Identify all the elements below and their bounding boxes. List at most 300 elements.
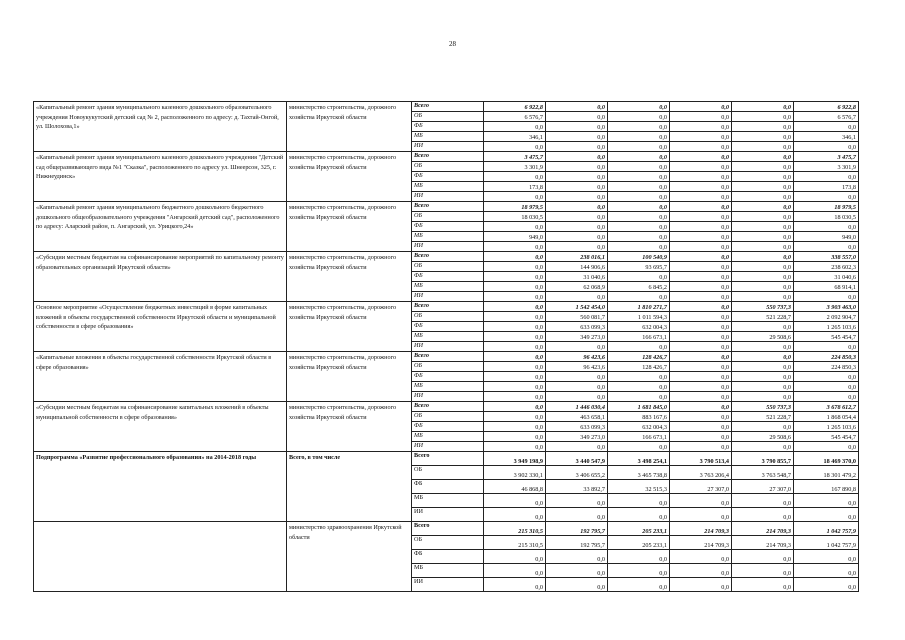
amount-cell: 346,1 xyxy=(794,132,859,142)
amount-cell: 6 845,2 xyxy=(608,282,670,292)
funding-source-cell: МБ xyxy=(412,494,484,508)
program-name-cell: «Субсидии местным бюджетам на софинансирование капитальных вложений в объекты муниципальной собственности в сфере образования» xyxy=(34,402,287,452)
amount-cell: 6 576,7 xyxy=(484,112,546,122)
amount-cell: 0,0 xyxy=(484,262,546,272)
table-body xyxy=(34,102,859,592)
funding-source-cell: ИИ xyxy=(412,292,484,302)
amount-cell: 0,0 xyxy=(608,182,670,192)
responsible-cell: министерство строительства, дорожного хозяйства Иркутской области xyxy=(287,102,412,152)
amount-cell: 949,0 xyxy=(484,232,546,242)
amount-cell: 0,0 xyxy=(732,212,794,222)
amount-cell: 0,0 xyxy=(670,122,732,132)
amount-cell: 0,0 xyxy=(546,102,608,112)
amount-cell: 0,0 xyxy=(546,550,608,564)
amount-cell: 0,0 xyxy=(732,442,794,452)
amount-cell: 632 004,3 xyxy=(608,422,670,432)
responsible-cell: министерство здравоохранения Иркутской области xyxy=(287,522,412,592)
funding-source-cell: МБ xyxy=(412,432,484,442)
amount-cell: 0,0 xyxy=(546,112,608,122)
amount-cell: 3 903 463,0 xyxy=(794,302,859,312)
funding-source-cell: ИИ xyxy=(412,392,484,402)
amount-cell: 0,0 xyxy=(484,352,546,362)
program-name-cell: «Капитальные вложения в объекты государственной собственности Иркутской области в сфере образования» xyxy=(34,352,287,402)
amount-cell: 0,0 xyxy=(670,182,732,192)
funding-source-cell: ФБ xyxy=(412,222,484,232)
amount-cell: 144 906,6 xyxy=(546,262,608,272)
amount-cell: 0,0 xyxy=(546,202,608,212)
amount-cell: 0,0 xyxy=(732,152,794,162)
amount-cell: 560 081,7 xyxy=(546,312,608,322)
amount-cell: 238 602,3 xyxy=(794,262,859,272)
amount-cell: 0,0 xyxy=(794,242,859,252)
funding-source-cell: Всего xyxy=(412,402,484,412)
amount-cell: 3 763 548,7 xyxy=(732,466,794,480)
amount-cell: 166 673,1 xyxy=(608,332,670,342)
amount-cell: 0,0 xyxy=(670,292,732,302)
amount-cell: 205 233,1 xyxy=(608,536,670,550)
amount-cell: 0,0 xyxy=(546,508,608,522)
amount-cell: 550 737,3 xyxy=(732,402,794,412)
amount-cell: 0,0 xyxy=(484,122,546,132)
funding-source-cell: ОБ xyxy=(412,362,484,372)
funding-source-cell: ФБ xyxy=(412,172,484,182)
amount-cell: 0,0 xyxy=(608,292,670,302)
amount-cell: 0,0 xyxy=(670,442,732,452)
amount-cell: 0,0 xyxy=(546,222,608,232)
funding-source-cell: МБ xyxy=(412,382,484,392)
amount-cell: 0,0 xyxy=(732,102,794,112)
amount-cell: 31 040,6 xyxy=(794,272,859,282)
responsible-cell: министерство строительства, дорожного хозяйства Иркутской области xyxy=(287,202,412,252)
amount-cell: 545 454,7 xyxy=(794,332,859,342)
amount-cell: 0,0 xyxy=(546,242,608,252)
amount-cell: 18 979,5 xyxy=(484,202,546,212)
amount-cell: 0,0 xyxy=(608,508,670,522)
amount-cell: 96 423,6 xyxy=(546,362,608,372)
amount-cell: 0,0 xyxy=(608,564,670,578)
amount-cell: 0,0 xyxy=(608,578,670,592)
funding-source-cell: МБ xyxy=(412,282,484,292)
amount-cell: 0,0 xyxy=(484,382,546,392)
funding-source-cell: Всего xyxy=(412,302,484,312)
amount-cell: 224 850,3 xyxy=(794,362,859,372)
amount-cell: 0,0 xyxy=(732,494,794,508)
amount-cell: 0,0 xyxy=(670,412,732,422)
amount-cell: 0,0 xyxy=(484,508,546,522)
amount-cell: 18 301 479,2 xyxy=(794,466,859,480)
amount-cell: 3 440 547,9 xyxy=(546,452,608,466)
amount-cell: 0,0 xyxy=(794,564,859,578)
amount-cell: 0,0 xyxy=(670,342,732,352)
amount-cell: 0,0 xyxy=(608,162,670,172)
amount-cell: 0,0 xyxy=(670,192,732,202)
amount-cell: 215 310,5 xyxy=(484,522,546,536)
funding-source-cell: ФБ xyxy=(412,480,484,494)
amount-cell: 0,0 xyxy=(484,192,546,202)
amount-cell: 633 099,3 xyxy=(546,422,608,432)
amount-cell: 0,0 xyxy=(670,152,732,162)
amount-cell: 0,0 xyxy=(732,508,794,522)
table-row xyxy=(34,152,859,162)
amount-cell: 0,0 xyxy=(484,432,546,442)
table-row xyxy=(34,522,859,536)
amount-cell: 0,0 xyxy=(732,222,794,232)
amount-cell: 3 406 655,2 xyxy=(546,466,608,480)
amount-cell: 0,0 xyxy=(732,322,794,332)
amount-cell: 0,0 xyxy=(732,372,794,382)
amount-cell: 0,0 xyxy=(546,292,608,302)
amount-cell: 3 498 254,1 xyxy=(608,452,670,466)
amount-cell: 0,0 xyxy=(794,578,859,592)
amount-cell: 0,0 xyxy=(670,262,732,272)
amount-cell: 0,0 xyxy=(546,442,608,452)
amount-cell: 0,0 xyxy=(732,252,794,262)
amount-cell: 349 273,0 xyxy=(546,432,608,442)
funding-source-cell: Всего xyxy=(412,352,484,362)
funding-source-cell: ИИ xyxy=(412,192,484,202)
funding-source-cell: ОБ xyxy=(412,112,484,122)
table-row xyxy=(34,452,859,466)
amount-cell: 0,0 xyxy=(546,152,608,162)
amount-cell: 0,0 xyxy=(546,192,608,202)
amount-cell: 0,0 xyxy=(484,578,546,592)
amount-cell: 0,0 xyxy=(732,292,794,302)
amount-cell: 0,0 xyxy=(484,242,546,252)
amount-cell: 338 557,0 xyxy=(794,252,859,262)
amount-cell: 0,0 xyxy=(732,392,794,402)
amount-cell: 0,0 xyxy=(608,392,670,402)
amount-cell: 0,0 xyxy=(608,142,670,152)
amount-cell: 0,0 xyxy=(608,102,670,112)
funding-source-cell: ОБ xyxy=(412,162,484,172)
amount-cell: 0,0 xyxy=(732,162,794,172)
table-row xyxy=(34,252,859,262)
funding-source-cell: ФБ xyxy=(412,272,484,282)
amount-cell: 0,0 xyxy=(608,202,670,212)
amount-cell: 0,0 xyxy=(732,282,794,292)
amount-cell: 0,0 xyxy=(484,272,546,282)
amount-cell: 0,0 xyxy=(608,152,670,162)
program-name-cell: «Капитальный ремонт здания муниципального казенного дошкольного образовательного учреждения Новоукукутский детский сад № 2, расположенного по адресу: д. Тахтай-Онгой, ул. Шолохова,1» xyxy=(34,102,287,152)
funding-source-cell: ОБ xyxy=(412,536,484,550)
amount-cell: 167 890,8 xyxy=(794,480,859,494)
amount-cell: 0,0 xyxy=(670,252,732,262)
amount-cell: 0,0 xyxy=(794,142,859,152)
program-name-cell: «Капитальный ремонт здания муниципального казенного дошкольного учреждения "Детский сад общеразвивающего вида №1 "Сказка", расположенного по адресу ул. Шнеерсон, 325, г. Нижнеудинск» xyxy=(34,152,287,202)
amount-cell: 0,0 xyxy=(670,112,732,122)
amount-cell: 128 426,7 xyxy=(608,362,670,372)
amount-cell: 0,0 xyxy=(732,132,794,142)
amount-cell: 0,0 xyxy=(484,322,546,332)
amount-cell: 214 709,3 xyxy=(670,536,732,550)
amount-cell: 3 465 738,8 xyxy=(608,466,670,480)
amount-cell: 29 508,6 xyxy=(732,332,794,342)
amount-cell: 521 228,7 xyxy=(732,412,794,422)
funding-source-cell: МБ xyxy=(412,132,484,142)
amount-cell: 0,0 xyxy=(484,442,546,452)
amount-cell: 0,0 xyxy=(732,142,794,152)
amount-cell: 0,0 xyxy=(794,550,859,564)
amount-cell: 0,0 xyxy=(546,382,608,392)
amount-cell: 1 042 757,9 xyxy=(794,522,859,536)
amount-cell: 6 922,8 xyxy=(484,102,546,112)
amount-cell: 0,0 xyxy=(546,372,608,382)
amount-cell: 0,0 xyxy=(794,222,859,232)
funding-source-cell: ФБ xyxy=(412,322,484,332)
amount-cell: 3 301,9 xyxy=(794,162,859,172)
amount-cell: 0,0 xyxy=(546,342,608,352)
funding-source-cell: ИИ xyxy=(412,242,484,252)
amount-cell: 0,0 xyxy=(608,272,670,282)
amount-cell: 128 426,7 xyxy=(608,352,670,362)
funding-source-cell: Всего xyxy=(412,202,484,212)
budget-table xyxy=(33,101,859,592)
funding-source-cell: ФБ xyxy=(412,550,484,564)
amount-cell: 0,0 xyxy=(670,202,732,212)
amount-cell: 1 681 845,0 xyxy=(608,402,670,412)
amount-cell: 0,0 xyxy=(484,422,546,432)
amount-cell: 3 902 330,1 xyxy=(484,466,546,480)
amount-cell: 3 301,9 xyxy=(484,162,546,172)
funding-source-cell: Всего xyxy=(412,522,484,536)
amount-cell: 0,0 xyxy=(794,122,859,132)
amount-cell: 0,0 xyxy=(608,382,670,392)
amount-cell: 0,0 xyxy=(608,172,670,182)
amount-cell: 346,1 xyxy=(484,132,546,142)
amount-cell: 0,0 xyxy=(484,362,546,372)
amount-cell: 0,0 xyxy=(732,232,794,242)
funding-source-cell: ОБ xyxy=(412,262,484,272)
amount-cell: 0,0 xyxy=(546,142,608,152)
amount-cell: 100 540,9 xyxy=(608,252,670,262)
amount-cell: 0,0 xyxy=(732,172,794,182)
amount-cell: 2 092 904,7 xyxy=(794,312,859,322)
amount-cell: 0,0 xyxy=(484,172,546,182)
amount-cell: 0,0 xyxy=(670,222,732,232)
amount-cell: 550 737,3 xyxy=(732,302,794,312)
funding-source-cell: ФБ xyxy=(412,372,484,382)
amount-cell: 0,0 xyxy=(732,262,794,272)
amount-cell: 33 892,7 xyxy=(546,480,608,494)
amount-cell: 0,0 xyxy=(608,342,670,352)
amount-cell: 0,0 xyxy=(484,494,546,508)
page-number: 28 xyxy=(449,40,456,48)
amount-cell: 0,0 xyxy=(732,550,794,564)
amount-cell: 205 233,1 xyxy=(608,522,670,536)
amount-cell: 0,0 xyxy=(608,242,670,252)
funding-source-cell: ИИ xyxy=(412,142,484,152)
amount-cell: 0,0 xyxy=(608,550,670,564)
amount-cell: 0,0 xyxy=(732,342,794,352)
amount-cell: 0,0 xyxy=(484,342,546,352)
amount-cell: 0,0 xyxy=(670,564,732,578)
responsible-cell: министерство строительства, дорожного хозяйства Иркутской области xyxy=(287,402,412,452)
amount-cell: 0,0 xyxy=(484,292,546,302)
amount-cell: 0,0 xyxy=(670,312,732,322)
funding-source-cell: Всего xyxy=(412,452,484,466)
amount-cell: 0,0 xyxy=(670,508,732,522)
amount-cell: 0,0 xyxy=(670,232,732,242)
amount-cell: 0,0 xyxy=(670,494,732,508)
amount-cell: 6 922,8 xyxy=(794,102,859,112)
amount-cell: 1 868 054,4 xyxy=(794,412,859,422)
amount-cell: 215 310,5 xyxy=(484,536,546,550)
amount-cell: 349 273,0 xyxy=(546,332,608,342)
amount-cell: 0,0 xyxy=(670,432,732,442)
amount-cell: 0,0 xyxy=(732,202,794,212)
amount-cell: 0,0 xyxy=(670,422,732,432)
amount-cell: 166 673,1 xyxy=(608,432,670,442)
amount-cell: 0,0 xyxy=(546,212,608,222)
amount-cell: 0,0 xyxy=(484,222,546,232)
amount-cell: 0,0 xyxy=(484,550,546,564)
amount-cell: 0,0 xyxy=(670,242,732,252)
amount-cell: 192 795,7 xyxy=(546,522,608,536)
amount-cell: 1 446 030,4 xyxy=(546,402,608,412)
amount-cell: 0,0 xyxy=(794,494,859,508)
amount-cell: 0,0 xyxy=(608,494,670,508)
amount-cell: 0,0 xyxy=(546,132,608,142)
amount-cell: 0,0 xyxy=(546,162,608,172)
amount-cell: 0,0 xyxy=(546,564,608,578)
amount-cell: 0,0 xyxy=(670,302,732,312)
amount-cell: 0,0 xyxy=(794,392,859,402)
amount-cell: 0,0 xyxy=(484,372,546,382)
amount-cell: 0,0 xyxy=(794,172,859,182)
amount-cell: 0,0 xyxy=(794,508,859,522)
amount-cell: 0,0 xyxy=(484,312,546,322)
amount-cell: 6 576,7 xyxy=(794,112,859,122)
amount-cell: 0,0 xyxy=(732,122,794,132)
funding-source-cell: ФБ xyxy=(412,422,484,432)
amount-cell: 1 810 271,7 xyxy=(608,302,670,312)
amount-cell: 0,0 xyxy=(670,282,732,292)
amount-cell: 173,8 xyxy=(484,182,546,192)
amount-cell: 0,0 xyxy=(670,162,732,172)
amount-cell: 0,0 xyxy=(546,232,608,242)
amount-cell: 0,0 xyxy=(670,578,732,592)
funding-source-cell: МБ xyxy=(412,332,484,342)
amount-cell: 0,0 xyxy=(670,352,732,362)
amount-cell: 0,0 xyxy=(670,550,732,564)
amount-cell: 96 423,6 xyxy=(546,352,608,362)
program-name-cell: «Капитальный ремонт здания муниципального бюджетного дошкольного бюджетного дошкольного общеобразовательного учреждения "Ангарский детский сад", расположенного по адресу: Аларский район, п. Ангарский, ул. Урицкого,24» xyxy=(34,202,287,252)
amount-cell: 18 030,5 xyxy=(794,212,859,222)
amount-cell: 0,0 xyxy=(484,302,546,312)
amount-cell: 214 709,3 xyxy=(670,522,732,536)
amount-cell: 0,0 xyxy=(670,322,732,332)
amount-cell: 0,0 xyxy=(546,172,608,182)
funding-source-cell: ИИ xyxy=(412,578,484,592)
amount-cell: 68 914,1 xyxy=(794,282,859,292)
amount-cell: 173,8 xyxy=(794,182,859,192)
amount-cell: 0,0 xyxy=(670,272,732,282)
amount-cell: 0,0 xyxy=(608,232,670,242)
amount-cell: 0,0 xyxy=(484,392,546,402)
table-row xyxy=(34,352,859,362)
amount-cell: 18 979,5 xyxy=(794,202,859,212)
funding-source-cell: ОБ xyxy=(412,312,484,322)
amount-cell: 1 542 454,0 xyxy=(546,302,608,312)
amount-cell: 3 678 612,7 xyxy=(794,402,859,412)
amount-cell: 3 475,7 xyxy=(484,152,546,162)
funding-source-cell: ФБ xyxy=(412,122,484,132)
amount-cell: 1 042 757,9 xyxy=(794,536,859,550)
funding-source-cell: ОБ xyxy=(412,466,484,480)
program-name-cell: «Субсидии местным бюджетам на софинансирование мероприятий по капитальному ремонту образовательных организаций Иркутской области» xyxy=(34,252,287,302)
amount-cell: 27 307,0 xyxy=(732,480,794,494)
amount-cell: 0,0 xyxy=(670,362,732,372)
amount-cell: 214 709,3 xyxy=(732,522,794,536)
amount-cell: 0,0 xyxy=(546,122,608,132)
amount-cell: 0,0 xyxy=(732,382,794,392)
amount-cell: 0,0 xyxy=(546,578,608,592)
funding-source-cell: ИИ xyxy=(412,508,484,522)
funding-source-cell: Всего xyxy=(412,102,484,112)
table-row xyxy=(34,302,859,312)
amount-cell: 214 709,3 xyxy=(732,536,794,550)
amount-cell: 1 265 103,6 xyxy=(794,422,859,432)
amount-cell: 0,0 xyxy=(484,564,546,578)
amount-cell: 31 040,6 xyxy=(546,272,608,282)
amount-cell: 0,0 xyxy=(608,132,670,142)
funding-source-cell: ИИ xyxy=(412,442,484,452)
funding-source-cell: Всего xyxy=(412,252,484,262)
amount-cell: 0,0 xyxy=(794,372,859,382)
amount-cell: 0,0 xyxy=(484,412,546,422)
amount-cell: 3 949 198,9 xyxy=(484,452,546,466)
amount-cell: 0,0 xyxy=(608,192,670,202)
amount-cell: 1 011 594,3 xyxy=(608,312,670,322)
amount-cell: 0,0 xyxy=(484,252,546,262)
amount-cell: 0,0 xyxy=(794,192,859,202)
responsible-cell: Всего, в том числе xyxy=(287,452,412,522)
amount-cell: 0,0 xyxy=(670,402,732,412)
amount-cell: 0,0 xyxy=(732,422,794,432)
amount-cell: 0,0 xyxy=(546,182,608,192)
table-row xyxy=(34,202,859,212)
amount-cell: 3 763 206,4 xyxy=(670,466,732,480)
amount-cell: 0,0 xyxy=(794,292,859,302)
table-row xyxy=(34,102,859,112)
funding-source-cell: МБ xyxy=(412,182,484,192)
funding-source-cell: ОБ xyxy=(412,212,484,222)
amount-cell: 0,0 xyxy=(670,102,732,112)
amount-cell: 0,0 xyxy=(732,564,794,578)
funding-source-cell: ОБ xyxy=(412,412,484,422)
amount-cell: 224 850,3 xyxy=(794,352,859,362)
program-name-cell: Основное мероприятие «Осуществление бюджетных инвестиций в форме капитальных вложений в объекты государственной собственности Иркутской области и муниципальной собственности в сфере образования» xyxy=(34,302,287,352)
amount-cell: 633 099,3 xyxy=(546,322,608,332)
amount-cell: 0,0 xyxy=(484,332,546,342)
amount-cell: 0,0 xyxy=(732,362,794,372)
amount-cell: 0,0 xyxy=(670,172,732,182)
amount-cell: 3 475,7 xyxy=(794,152,859,162)
amount-cell: 3 790 513,4 xyxy=(670,452,732,466)
amount-cell: 0,0 xyxy=(670,212,732,222)
amount-cell: 949,0 xyxy=(794,232,859,242)
amount-cell: 0,0 xyxy=(608,372,670,382)
amount-cell: 521 228,7 xyxy=(732,312,794,322)
amount-cell: 0,0 xyxy=(608,112,670,122)
amount-cell: 46 868,8 xyxy=(484,480,546,494)
amount-cell: 0,0 xyxy=(608,122,670,132)
amount-cell: 3 790 855,7 xyxy=(732,452,794,466)
amount-cell: 0,0 xyxy=(732,112,794,122)
amount-cell: 0,0 xyxy=(732,272,794,282)
program-name-cell xyxy=(34,522,287,592)
amount-cell: 0,0 xyxy=(670,142,732,152)
